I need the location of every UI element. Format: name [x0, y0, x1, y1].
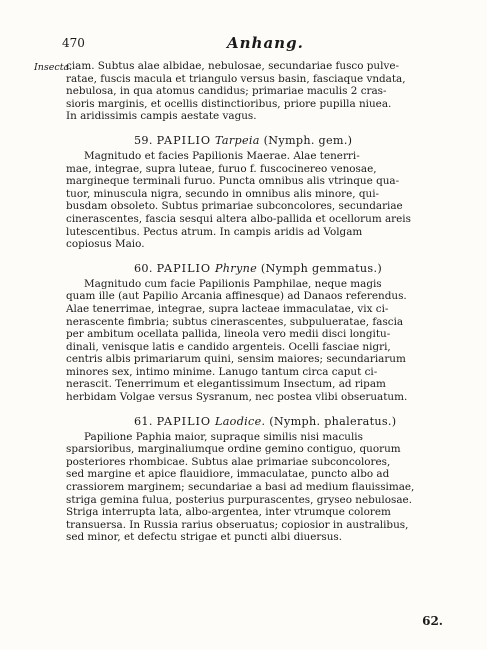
text-line: centris albis primariarum quini, sensim maiores; secundariarum: [66, 353, 406, 366]
text-line: nerascit. Tenerrimum et elegantissimum Insectum, ad ripam: [66, 378, 386, 391]
entry-heading: [66, 261, 442, 276]
text-line: Striga interrupta lata, albo-argentea, inter vtrumque colorem: [66, 506, 391, 519]
entry-number: 60.: [134, 261, 153, 275]
entry-genus: PAPILIO: [156, 133, 212, 147]
text-line: copiosus Maio.: [66, 238, 145, 251]
entry-epithet: Phryne: [214, 261, 257, 275]
text-line: quam ille (aut Papilio Arcania affinesque) ad Danaos referendus.: [66, 290, 407, 303]
text-line: sioris marginis, et ocellis distinctioribus, priore pupilla niuea.: [66, 97, 392, 110]
catchword: 62.: [422, 614, 443, 628]
text-line: striga gemina fulua, posterius purpurascentes, gryseo nebulosae.: [66, 493, 412, 506]
entry-heading: [66, 414, 442, 429]
entry-group: (Nymph gemmatus.): [260, 261, 382, 275]
text-line: posteriores rhombicae. Subtus alae primariae subconcolores,: [66, 455, 391, 468]
text-line: nerascente fimbria; subtus cinerascentes, subpuluerataе, fascia: [66, 315, 404, 328]
text-line: tuor, minuscula nigra, secundo in omnibus alis minore, qui-: [66, 187, 380, 200]
text-line: Magnitudo et facies Papilionis Maerae. Alae tenerri-: [84, 149, 360, 162]
page-header: [62, 36, 412, 56]
running-head: Anhang.: [227, 34, 304, 52]
text-line: ratae, fuscis macula et triangulo versus basin, fasciaque vndata,: [66, 72, 406, 85]
text-line: minores sex, intimo minime. Lanugo tantum circa caput ci-: [66, 365, 378, 378]
text-line: sed minor, et defectu strigae et puncti albi diuersus.: [66, 531, 343, 544]
text-line: per ambitum ocellata pallida, lineola vero medii disci longitu-: [66, 328, 391, 341]
entry-heading: [66, 133, 442, 148]
entry-number: 59.: [134, 133, 153, 147]
text-line: margineque terminali furuo. Puncta omnibus alis vtrinque qua-: [66, 175, 400, 188]
entry-description: [66, 278, 442, 404]
entry-group: (Nymph. gem.): [263, 133, 353, 147]
text-line: Magnitudo cum facie Papilionis Pamphilae, neque magis: [84, 277, 382, 290]
text-line: Papilione Paphia maior, supraque similis nisi maculis: [84, 430, 363, 443]
text-line: crassiorem marginem; secundariae a basi ad medium flauissimae,: [66, 481, 415, 494]
margin-note: Insecta.: [34, 62, 73, 73]
text-line: transuersa. In Russia rarius obseruatus; copiosior in australibus,: [66, 518, 409, 531]
entry-genus: PAPILIO: [156, 261, 212, 275]
text-line: In aridissimis campis aestate vagus.: [66, 110, 257, 123]
text-line: lutescentibus. Pectus atrum. In campis aridis ad Volgam: [66, 225, 363, 238]
entry-description: [66, 431, 442, 544]
text-line: sed margine et apice flauidiore, immaculatae, puncto albo ad: [66, 468, 390, 481]
entry-number: 61.: [134, 414, 153, 428]
entry-epithet: Tarpeia: [214, 133, 260, 147]
entry-epithet: Laodice.: [214, 414, 266, 428]
text-line: sparsioribus, marginaliumque ordine gemino contiguo, quorum: [66, 443, 401, 456]
text-line: cinerascentes, fascia sesqui altera albo-pallida et ocellorum areis: [66, 212, 411, 225]
entry-genus: PAPILIO: [156, 414, 212, 428]
text-line: mae, integrae, supra luteae, furuo f. fuscocinereo venosae,: [66, 162, 377, 175]
text-line: Alae tenerrimae, integrae, supra lacteae immaculatae, vix ci-: [66, 302, 389, 315]
text-line: busdam obsoleto. Subtus primariae subconcolores, secundariae: [66, 200, 403, 213]
entry-group: (Nymph. phaleratus.): [269, 414, 397, 428]
text-line: dinali, venisque latis e candido argenteis. Ocelli fasciae nigri,: [66, 340, 391, 353]
opening-paragraph: [66, 60, 442, 123]
entry-description: [66, 150, 442, 251]
page-number: 470: [62, 36, 85, 50]
text-line: herbidam Volgae versus Sysranum, nec postea vlibi obseruatum.: [66, 391, 408, 404]
page-body: [66, 60, 442, 544]
text-line: ciam. Subtus alae albidae, nebulosae, secundariae fusco pulve-: [66, 60, 399, 72]
text-line: nebulosa, in qua atomus candidus; primariae maculis 2 cras-: [66, 85, 387, 98]
